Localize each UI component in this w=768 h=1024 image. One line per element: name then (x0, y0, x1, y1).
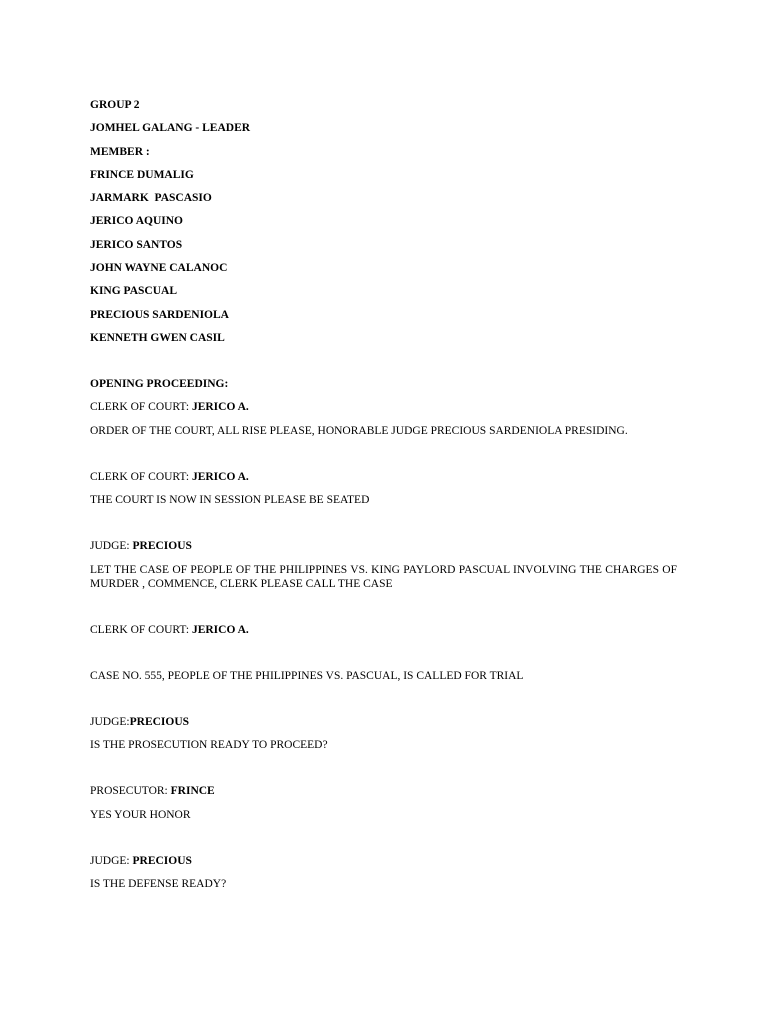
member-name: KENNETH GWEN CASIL (90, 331, 225, 344)
member-name: JOHN WAYNE CALANOC (90, 262, 228, 275)
document-page (90, 98, 677, 891)
speaker-name: JERICO A. (191, 401, 249, 414)
member-list (90, 168, 677, 345)
speaker-role: CLERK OF COURT: (90, 470, 192, 483)
speaker-name: PRECIOUS (132, 854, 192, 867)
section-heading: OPENING PROCEEDING: (90, 377, 229, 390)
speaker-name: PRECIOUS (132, 540, 192, 553)
speaker-line (90, 400, 677, 414)
speaker-name: PRECIOUS (129, 715, 190, 728)
dialogue-text: LET THE CASE OF PEOPLE OF THE PHILIPPINES VS. KING PAYLORD PASCUAL INVOLVING THE CHARGES OF MURDER , COMMENCE, CLERK PLEASE CALL THE CASE (90, 563, 677, 590)
member-name: JERICO SANTOS (90, 238, 183, 251)
member-name: FRINCE DUMALIG (90, 168, 194, 181)
member-name: JARMARK PASCASIO (90, 192, 212, 205)
speaker-line (90, 539, 677, 553)
speaker-name: FRINCE (170, 785, 215, 798)
speaker-name: JERICO A. (191, 623, 249, 636)
dialogue-text: THE COURT IS NOW IN SESSION PLEASE BE SEATED (90, 494, 370, 507)
speaker-role: PROSECUTOR: (90, 785, 171, 798)
dialogue-text: CASE NO. 555, PEOPLE OF THE PHILIPPINES VS. PASCUAL, IS CALLED FOR TRIAL (90, 669, 524, 682)
speaker-role: JUDGE: (90, 715, 130, 728)
speaker-role: JUDGE: (90, 854, 133, 867)
speaker-line (90, 470, 677, 484)
group-title: GROUP 2 (90, 99, 140, 111)
speaker-role: CLERK OF COURT: (90, 401, 192, 414)
dialogue-text: IS THE PROSECUTION READY TO PROCEED? (90, 739, 328, 752)
member-name: JERICO AQUINO (90, 215, 183, 228)
speaker-line (90, 784, 677, 798)
member-name: PRECIOUS SARDENIOLA (90, 308, 229, 321)
speaker-line (90, 854, 677, 868)
group-leader: JOMHEL GALANG - LEADER (90, 122, 251, 135)
speaker-name: JERICO A. (191, 470, 249, 483)
dialogue-text: ORDER OF THE COURT, ALL RISE PLEASE, HONORABLE JUDGE PRECIOUS SARDENIOLA PRESIDING. (90, 424, 628, 437)
dialogue-text: YES YOUR HONOR (90, 808, 191, 821)
member-name: KING PASCUAL (90, 285, 178, 298)
member-label: MEMBER : (90, 145, 150, 158)
speaker-role: JUDGE: (90, 540, 133, 553)
speaker-line (90, 623, 677, 637)
speaker-line (90, 715, 677, 729)
speaker-role: CLERK OF COURT: (90, 623, 192, 636)
dialogue-text: IS THE DEFENSE READY? (90, 878, 227, 891)
